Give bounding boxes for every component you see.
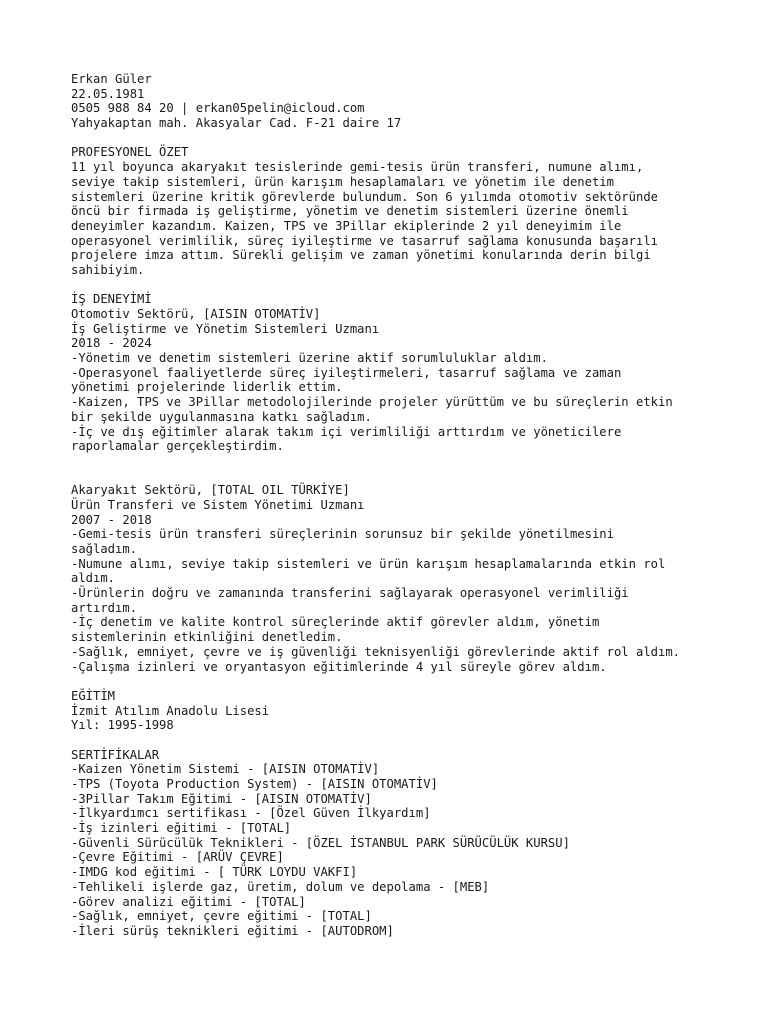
summary-line: 11 yıl boyunca akaryakıt tesislerinde gemi-tesis ürün transferi, numune alımı,: [71, 160, 644, 175]
resume-document: [71, 72, 761, 939]
job-entry-aisin: [71, 307, 761, 454]
summary-line: sistemleri üzerine kritik görevlerde bulundum. Son 6 yılımda otomotiv sektöründe: [71, 189, 658, 204]
certificate-item: -Tehlikeli işlerde gaz, üretim, dolum ve depolama - [MEB]: [71, 879, 490, 894]
education-year: Yıl: 1995-1998: [71, 718, 174, 733]
job-duty-line: -Kaizen, TPS ve 3Pillar metodolojilerinde projeler yürüttüm ve bu süreçlerin etkin: [71, 395, 673, 410]
summary-line: öncü bir firmada iş geliştirme, yönetim ve denetim sistemleri üzerine önemli: [71, 204, 629, 219]
job-duty-line: -Numune alımı, seviye takip sistemleri ve ürün karışım hesaplamalarında etkin rol: [71, 556, 666, 571]
certificate-item: -İlkyardımcı sertifikası - [Özel Güven İlkyardım]: [71, 806, 431, 821]
certificate-item: -Görev analizi eğitimi - [TOTAL]: [71, 894, 306, 909]
job-duty-line: raporlamalar gerçekleştirdim.: [71, 439, 284, 454]
job-duty-line: -İç ve dış eğitimler alarak takım içi verimliliği arttırdım ve yöneticilere: [71, 424, 622, 439]
job-duty-line: -Operasyonel faaliyetlerde süreç iyileştirmeleri, tasarruf sağlama ve zaman: [71, 365, 622, 380]
certificate-item: -İş izinleri eğitimi - [TOTAL]: [71, 821, 292, 836]
job-title: İş Geliştirme ve Yönetim Sistemleri Uzmanı: [71, 321, 380, 336]
contact-info: 0505 988 84 20 | erkan05pelin@icloud.com: [71, 101, 365, 116]
job-duty-line: -Ürünlerin doğru ve zamanında transferini sağlayarak operasyonel verimliliği: [71, 586, 629, 601]
education-school: İzmit Atılım Anadolu Lisesi: [71, 703, 270, 718]
summary-line: projelere imza attım. Sürekli gelişim ve zaman yönetimi konularında derin bilgi: [71, 248, 651, 263]
birth-date: 22.05.1981: [71, 86, 145, 101]
job-duty-line: bir şekilde uygulanmasına katkı sağladım.: [71, 409, 372, 424]
summary-line: operasyonel verimlilik, süreç iyileştirme ve tasarruf sağlama konusunda başarılı: [71, 233, 658, 248]
job-duty-line: -Sağlık, emniyet, çevre ve iş güvenliği teknisyenliği görevlerinde aktif rol aldım.: [71, 644, 681, 659]
certificates-heading: SERTİFİKALAR: [71, 747, 160, 762]
job-duty-line: sağladım.: [71, 542, 138, 557]
summary-line: sahibiyim.: [71, 262, 145, 277]
summary-heading: PROFESYONEL ÖZET: [71, 145, 189, 160]
experience-heading: İŞ DENEYİMİ: [71, 292, 152, 307]
job-duty-line: -İç denetim ve kalite kontrol süreçlerinde aktif görevler aldım, yönetim: [71, 615, 600, 630]
summary-body: [71, 160, 761, 278]
job-duty-line: artırdım.: [71, 600, 138, 615]
certificate-item: -Çevre Eğitimi - [ARÜV ÇEVRE]: [71, 850, 284, 865]
certificate-item: -TPS (Toyota Production System) - [AISIN OTOMATİV]: [71, 777, 438, 792]
job-company: Otomotiv Sektörü, [AISIN OTOMATİV]: [71, 307, 321, 321]
job-period: 2007 - 2018: [71, 512, 152, 527]
job-duty-line: aldım.: [71, 571, 116, 586]
job-duty-line: -Gemi-tesis ürün transferi süreçlerinin sorunsuz bir şekilde yönetilmesini: [71, 527, 614, 542]
job-title: Ürün Transferi ve Sistem Yönetimi Uzmanı: [71, 497, 365, 512]
certificate-item: -İleri sürüş teknikleri eğitimi - [AUTODROM]: [71, 923, 394, 938]
job-duty-line: -Yönetim ve denetim sistemleri üzerine aktif sorumluluklar aldım.: [71, 351, 548, 366]
certificate-item: -Sağlık, emniyet, çevre eğitimi - [TOTAL]: [71, 909, 372, 924]
job-duty-line: yönetimi projelerinde liderlik ettim.: [71, 380, 343, 395]
job-duty-line: -Çalışma izinleri ve oryantasyon eğitimlerinde 4 yıl süreyle görev aldım.: [71, 659, 607, 674]
summary-line: seviye takip sistemleri, ürün karışım hesaplamaları ve yönetim ile denetim: [71, 174, 614, 189]
job-duty-line: sistemlerinin etkinliğini denetledim.: [71, 630, 343, 645]
certificate-item: -IMDG kod eğitimi - [ TÜRK LOYDU VAKFI]: [71, 865, 358, 880]
job-entry-total: [71, 483, 761, 674]
certificates-list: [71, 762, 761, 938]
certificate-item: -Güvenli Sürücülük Teknikleri - [ÖZEL İSTANBUL PARK SÜRÜCÜLÜK KURSU]: [71, 835, 570, 850]
summary-line: deneyimler kazandım. Kaizen, TPS ve 3Pillar ekiplerinde 2 yıl deneyimim ile: [71, 218, 622, 233]
education-heading: EĞİTİM: [71, 688, 116, 703]
address: Yahyakaptan mah. Akasyalar Cad. F-21 daire 17: [71, 116, 402, 131]
certificate-item: -Kaizen Yönetim Sistemi - [AISIN OTOMATİV]: [71, 762, 380, 777]
candidate-name: Erkan Güler: [71, 72, 152, 86]
job-period: 2018 - 2024: [71, 336, 152, 351]
job-company: Akaryakıt Sektörü, [TOTAL OIL TÜRKİYE]: [71, 483, 350, 498]
certificate-item: -3Pillar Takım Eğitimi - [AISIN OTOMATİV]: [71, 791, 372, 806]
